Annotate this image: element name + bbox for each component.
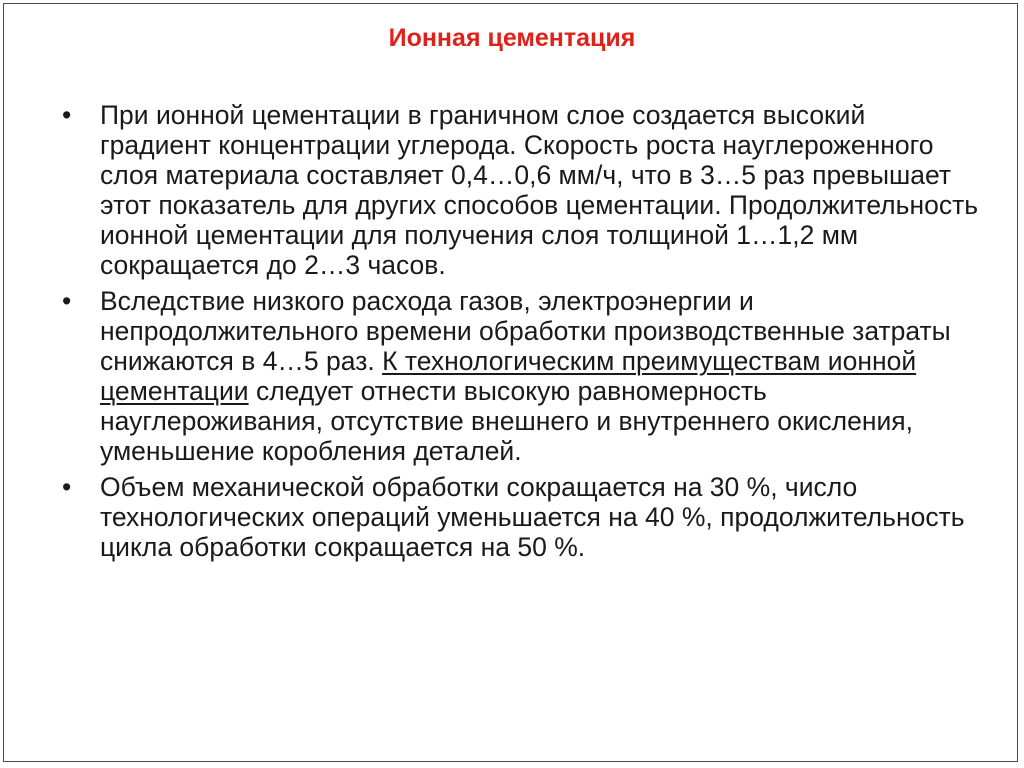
bullet-text-2-underlined: К технологическим преимуществам ионной цементации [100,346,917,406]
bullet-icon: • [62,472,72,502]
bullet-list [62,100,982,568]
bullet-text-1: При ионной цементации в граничном слое создается высокий градиент концентрации углерода. Скорость роста науглероженного слоя материала составляет 0,4…0,6 мм/ч, что в 3…5 раз превышает этот показатель для других способов цементации. Продолжительность ионной цементации для получения слоя толщиной 1…1,2 мм сокращается до 2…3 часов. [100,100,979,280]
bullet-text-2-end: следует отнести высокую равномерность науглероживания, отсутствие внешнего и внутреннего окисления, уменьшение коробления деталей. [100,376,913,466]
bullet-text-3: Объем механической обработки сокращается на 30 %, число технологических операций уменьшается на 40 %, продолжительность цикла обработки сокращается на 50 %. [100,472,965,562]
bullet-item-2 [62,286,982,466]
bullet-icon: • [62,286,72,316]
slide-title: Ионная цементация [388,24,636,52]
bullet-text-2-start: Вследствие низкого расхода газов, электроэнергии и непродолжительного времени обработки производственные затраты снижаются в 4…5 раз. [100,286,951,376]
bullet-icon: • [62,100,72,130]
bullet-item-1 [62,100,982,280]
bullet-text-2 [100,286,951,466]
bullet-item-3 [62,472,982,562]
